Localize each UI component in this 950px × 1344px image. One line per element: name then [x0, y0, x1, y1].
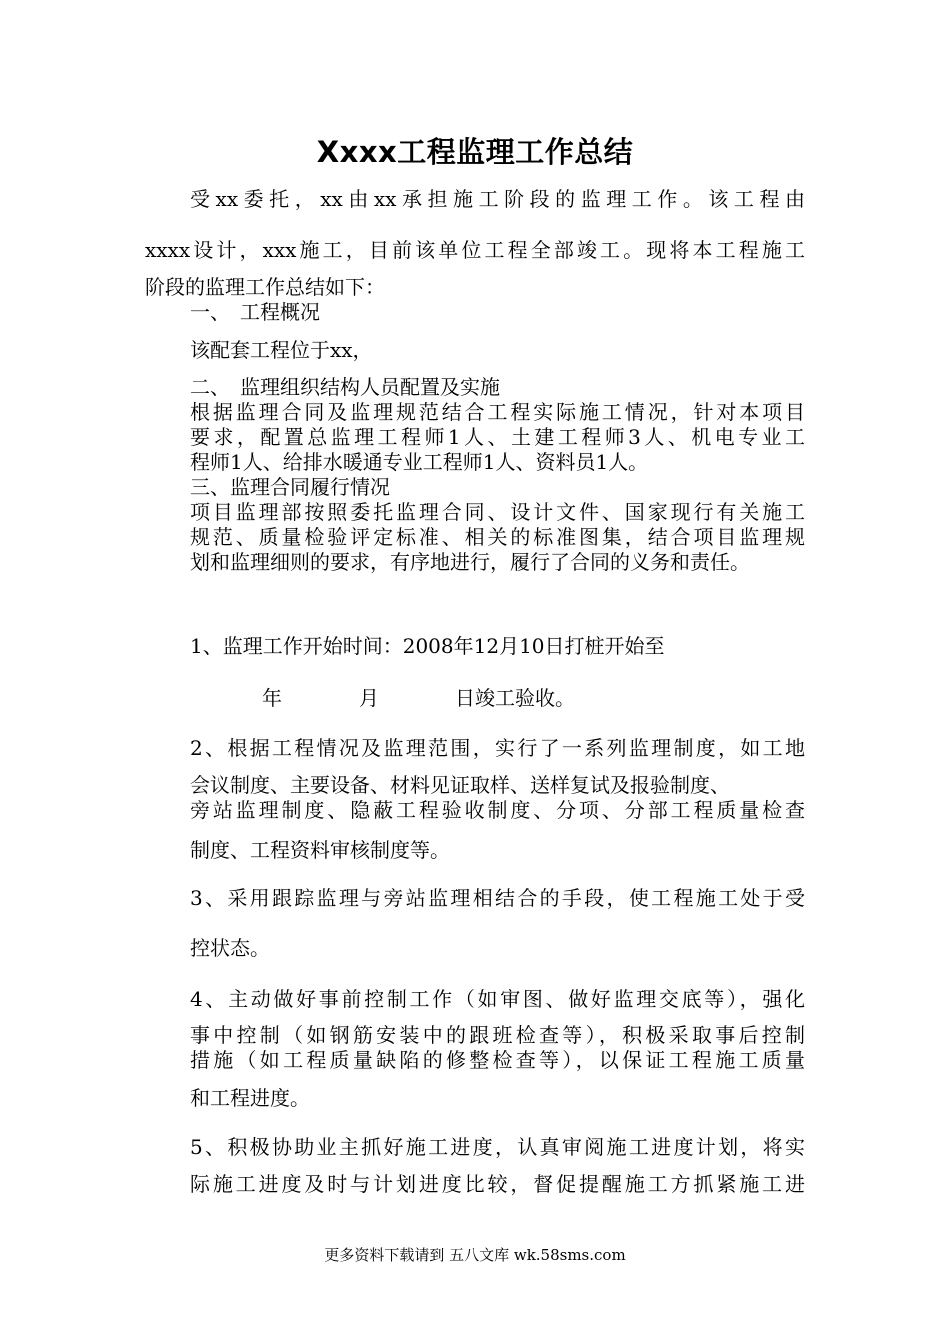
item2-line-3: 旁站监理制度、隐蔽工程验收制度、分项、分部工程质量检查 — [190, 798, 805, 822]
item3-line-2: 控状态。 — [190, 936, 270, 960]
section1-text: 该配套工程位于xx， — [190, 338, 373, 362]
section3-heading: 三、监理合同履行情况 — [190, 475, 390, 499]
section3-line-3: 划和监理细则的要求，有序地进行，履行了合同的义务和责任。 — [190, 550, 750, 574]
item3-line-1: 3、采用跟踪监理与旁站监理相结合的手段，使工程施工处于受 — [190, 886, 805, 910]
item4-line-3: 措施（如工程质量缺陷的修整检查等），以保证工程施工质量 — [190, 1048, 805, 1072]
item5-line-1: 5、积极协助业主抓好施工进度，认真审阅施工进度计划，将实 — [190, 1135, 805, 1159]
section2-line-3: 程师1人、给排水暖通专业工程师1人、资料员1人。 — [190, 450, 649, 474]
item2-line-2: 会议制度、主要设备、材料见证取样、送样复试及报验制度、 — [190, 773, 730, 797]
section3-line-1: 项目监理部按照委托监理合同、设计文件、国家现行有关施工 — [190, 500, 805, 524]
section1-heading: 一、 工程概况 — [190, 300, 320, 324]
section2-heading: 二、 监理组织结构人员配置及实施 — [190, 375, 500, 399]
item1-line-1: 1、监理工作开始时间：2008年12月10日打桩开始至 — [190, 634, 665, 658]
item4-line-1: 4、主动做好事前控制工作（如审图、做好监理交底等），强化 — [190, 987, 805, 1011]
item4-line-2: 事中控制（如钢筋安装中的跟班检查等），积极采取事后控制 — [190, 1023, 805, 1047]
item2-line-4: 制度、工程资料审核制度等。 — [190, 838, 450, 862]
section2-line-1: 根据监理合同及监理规范结合工程实际施工情况，针对本项目 — [190, 400, 805, 424]
intro-line-1: 受xx委托，xx由xx承担施工阶段的监理工作。该工程由 — [190, 187, 805, 211]
intro-line-3: 阶段的监理工作总结如下： — [145, 275, 385, 299]
item4-line-4: 和工程进度。 — [190, 1086, 310, 1110]
intro-line-2: xxxx设计，xxx施工，目前该单位工程全部竣工。现将本工程施工 — [145, 238, 805, 262]
item1-day-label: 日竣工验收。 — [455, 686, 575, 710]
item1-month-label: 月 — [359, 686, 379, 710]
item2-line-1: 2、根据工程情况及监理范围，实行了一系列监理制度，如工地 — [190, 736, 805, 760]
item5-line-2: 际施工进度及时与计划进度比较，督促提醒施工方抓紧施工进 — [190, 1172, 805, 1196]
item1-year-label: 年 — [262, 686, 282, 710]
footer-download-note: 更多资料下载请到 五八文库 wk.58sms.com — [324, 1246, 626, 1264]
document-title: Xxxx工程监理工作总结 — [316, 135, 634, 169]
section3-line-2: 规范、质量检验评定标准、相关的标准图集，结合项目监理规 — [190, 525, 805, 549]
section2-line-2: 要求，配置总监理工程师1人、土建工程师3人、机电专业工 — [190, 425, 805, 449]
